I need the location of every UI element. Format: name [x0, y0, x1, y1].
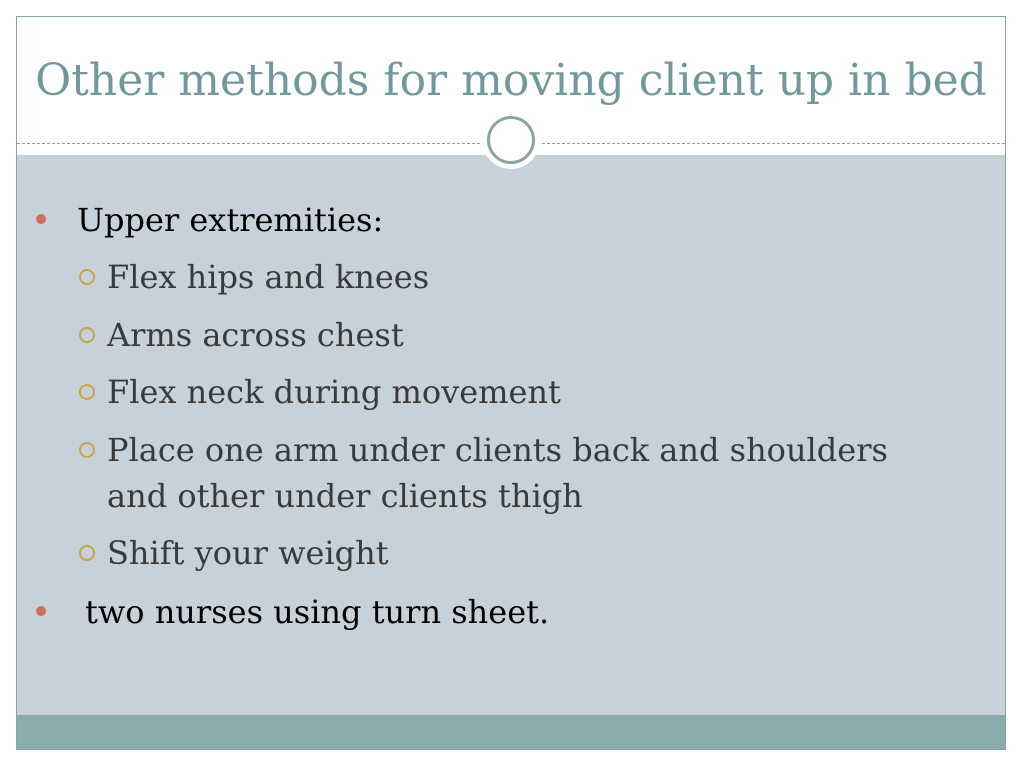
bullet-ring-icon: [79, 327, 95, 343]
bullet-ring-icon: [79, 442, 95, 458]
bullet-ring-icon: [79, 545, 95, 561]
bullet-dot-icon: [36, 606, 46, 616]
list-item-shift-weight: Shift your weight: [107, 534, 389, 572]
list-item-arms-across: Arms across chest: [107, 316, 404, 354]
list-item-place-arm-continued: and other under clients thigh: [107, 477, 583, 515]
list-item-flex-neck: Flex neck during movement: [107, 373, 561, 411]
bullet-dot-icon: [36, 214, 46, 224]
list-item-upper-extremities: Upper extremities:: [77, 201, 384, 239]
list-item-two-nurses: two nurses using turn sheet.: [85, 593, 550, 631]
content-panel: [17, 155, 1005, 715]
list-item-place-arm: Place one arm under clients back and shoulders: [107, 431, 888, 469]
bullet-ring-icon: [79, 269, 95, 285]
bullet-ring-icon: [79, 384, 95, 400]
slide-frame: [16, 16, 1006, 750]
footer-bar: [17, 715, 1005, 749]
circle-ornament-icon: [482, 111, 540, 169]
list-item-flex-hips: Flex hips and knees: [107, 258, 430, 296]
slide-title: Other methods for moving client up in bed: [35, 55, 987, 106]
ornament-ring: [487, 116, 535, 164]
